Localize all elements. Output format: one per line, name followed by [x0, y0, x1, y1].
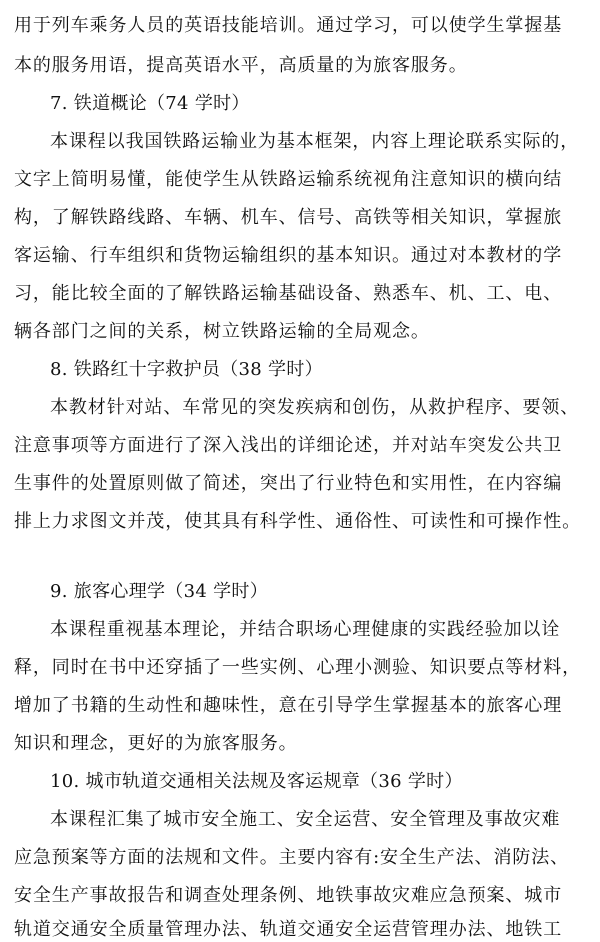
- paragraph-line: 轨道交通安全质量管理办法、轨道交通安全运营管理办法、地铁工: [14, 919, 563, 940]
- section-heading-10: 10. 城市轨道交通相关法规及客运规章（36 学时）: [50, 771, 463, 792]
- paragraph-line: 安全生产事故报告和调查处理条例、地铁事故灾难应急预案、城市: [14, 885, 563, 906]
- paragraph-line: 注意事项等方面进行了深入浅出的详细论述，并对站车突发公共卫: [14, 435, 563, 456]
- paragraph-line: 知识和理念，更好的为旅客服务。: [14, 733, 298, 754]
- paragraph-line: 用于列车乘务人员的英语技能培训。通过学习，可以使学生掌握基: [14, 15, 563, 36]
- paragraph-line: 本课程汇集了城市安全施工、安全运营、安全管理及事故灾难: [50, 809, 561, 830]
- paragraph-line: 构，了解铁路线路、车辆、机车、信号、高铁等相关知识，掌握旅: [14, 207, 563, 228]
- paragraph-line: 释，同时在书中还穿插了一些实例、心理小测验、知识要点等材料，: [14, 657, 581, 678]
- paragraph-line: 文字上简明易懂，能使学生从铁路运输系统视角注意知识的横向结: [14, 169, 563, 190]
- paragraph-line: 应急预案等方面的法规和文件。主要内容有:安全生产法、消防法、: [14, 847, 570, 868]
- section-heading-9: 9. 旅客心理学（34 学时）: [50, 581, 269, 602]
- paragraph-line: 客运输、行车组织和货物运输组织的基本知识。通过对本教材的学: [14, 245, 563, 266]
- paragraph-line: 本的服务用语，提高英语水平，高质量的为旅客服务。: [14, 55, 468, 76]
- paragraph-line: 本课程以我国铁路运输业为基本框架，内容上理论联系实际的，: [50, 131, 580, 152]
- paragraph-line: 本教材针对站、车常见的突发疾病和创伤，从救护程序、要领、: [50, 397, 580, 418]
- section-heading-8: 8. 铁路红十字救护员（38 学时）: [50, 359, 323, 380]
- paragraph-line: 辆各部门之间的关系，树立铁路运输的全局观念。: [14, 321, 430, 342]
- paragraph-line: 习，能比较全面的了解铁路运输基础设备、熟悉车、机、工、电、: [14, 283, 563, 304]
- paragraph-line: 增加了书籍的生动性和趣味性，意在引导学生掌握基本的旅客心理: [14, 695, 563, 716]
- section-heading-7: 7. 铁道概论（74 学时）: [50, 93, 250, 114]
- paragraph-line: 排上力求图文并茂，使其具有科学性、通俗性、可读性和可操作性。: [14, 511, 581, 532]
- paragraph-line: 本课程重视基本理论，并结合职场心理健康的实践经验加以诠: [50, 619, 561, 640]
- paragraph-line: 生事件的处置原则做了简述，突出了行业特色和实用性，在内容编: [14, 473, 563, 494]
